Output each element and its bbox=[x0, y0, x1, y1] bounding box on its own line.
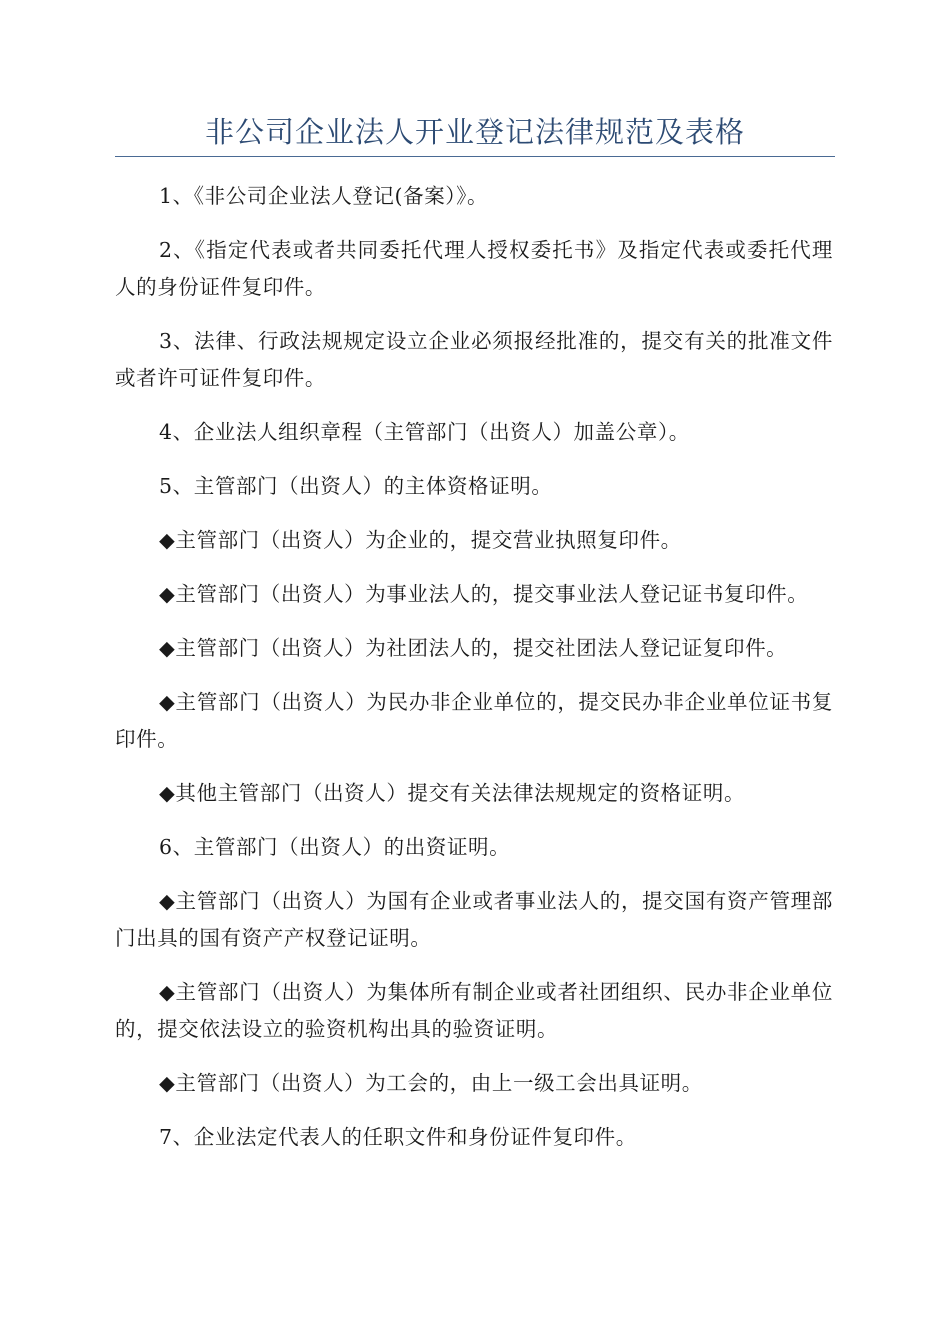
paragraph-item-2: 2、《指定代表或者共同委托代理人授权委托书》及指定代表或委托代理人的身份证件复印件。 bbox=[115, 238, 833, 299]
bullet-item-social-organization: ◆主管部门（出资人）为社团法人的，提交社团法人登记证复印件。 bbox=[159, 636, 788, 660]
paragraph-item-5: 5、主管部门（出资人）的主体资格证明。 bbox=[159, 474, 553, 498]
paragraph-item-3: 3、法律、行政法规规定设立企业必须报经批准的，提交有关的批准文件或者许可证件复印件。 bbox=[115, 329, 833, 390]
paragraph-item-7: 7、企业法定代表人的任职文件和身份证件复印件。 bbox=[159, 1125, 637, 1149]
document-body bbox=[115, 178, 833, 1173]
bullet-item-public-institution: ◆主管部门（出资人）为事业法人的，提交事业法人登记证书复印件。 bbox=[159, 582, 809, 606]
bullet-item-trade-union: ◆主管部门（出资人）为工会的，由上一级工会出具证明。 bbox=[159, 1071, 703, 1095]
bullet-item-enterprise: ◆主管部门（出资人）为企业的，提交营业执照复印件。 bbox=[159, 528, 682, 552]
title-block bbox=[115, 112, 835, 157]
page-title: 非公司企业法人开业登记法律规范及表格 bbox=[204, 115, 745, 149]
bullet-item-private-nonenterprise: ◆主管部门（出资人）为民办非企业单位的，提交民办非企业单位证书复印件。 bbox=[115, 690, 833, 751]
paragraph-item-6: 6、主管部门（出资人）的出资证明。 bbox=[159, 835, 511, 859]
bullet-item-collective: ◆主管部门（出资人）为集体所有制企业或者社团组织、民办非企业单位的，提交依法设立的验资机构出具的验资证明。 bbox=[115, 980, 833, 1041]
bullet-item-other-authority: ◆其他主管部门（出资人）提交有关法律法规规定的资格证明。 bbox=[159, 781, 746, 805]
paragraph-item-4: 4、企业法人组织章程（主管部门（出资人）加盖公章）。 bbox=[159, 420, 690, 444]
paragraph-item-1: 1、《非公司企业法人登记(备案）》。 bbox=[159, 184, 489, 208]
bullet-item-state-owned: ◆主管部门（出资人）为国有企业或者事业法人的，提交国有资产管理部门出具的国有资产产权登记证明。 bbox=[115, 889, 833, 950]
